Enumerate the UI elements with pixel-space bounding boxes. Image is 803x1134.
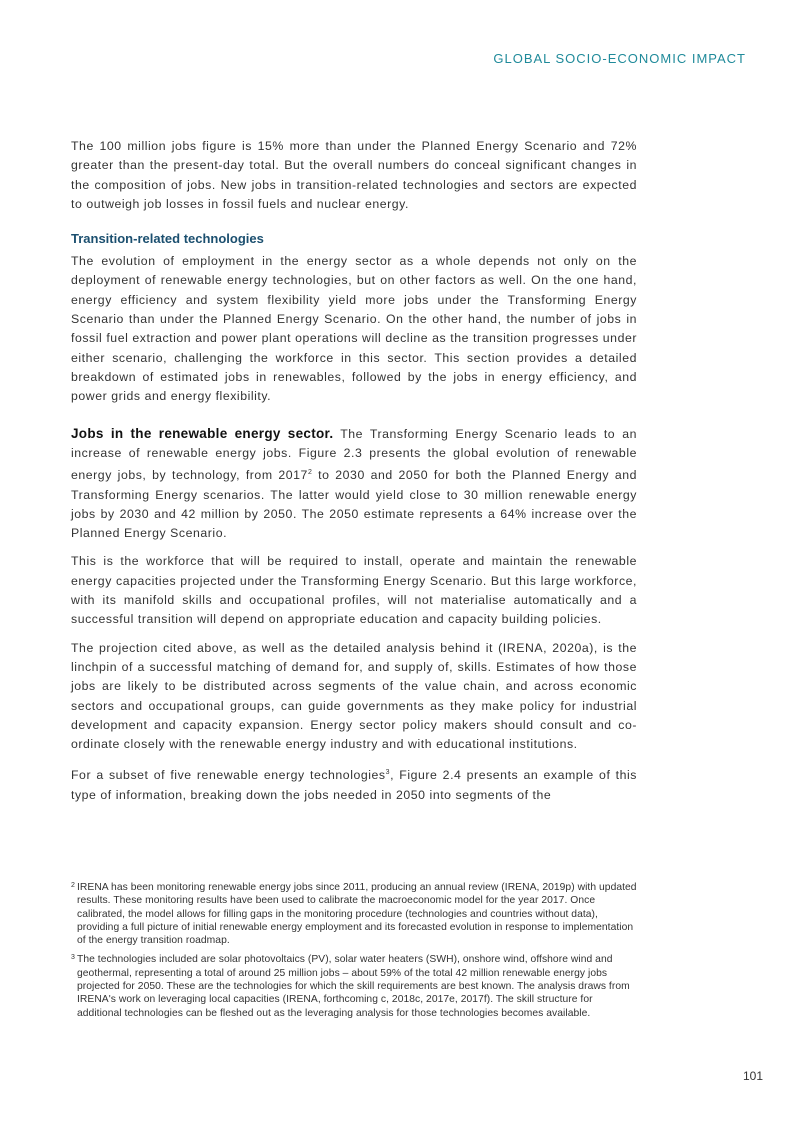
intro-paragraph: The 100 million jobs figure is 15% more than under the Planned Energy Scenario and 72% greater than the present-day total. But the overall numbers do conceal significant changes in the composition of jobs. New jobs in transition-related technologies and sectors are expected to outweigh job losses in fossil fuels and nuclear energy. — [71, 139, 637, 211]
section-heading: Transition-related technologies — [71, 231, 264, 247]
jobs-paragraph — [71, 424, 637, 544]
jobs-text-a: The Transforming Energy Scenario leads to an increase of renewable energy jobs. Figure 2.3 presents the global evolution of renewable energy jobs, by technology, from 2017 — [71, 426, 637, 483]
jobs-text-b: to 2030 and 2050 for both the Planned Energy and Transforming Energy scenarios. The latter would yield close to 30 million renewable energy jobs by 2030 and 42 million by 2050. The 2050 estimate represents a 64% increase over the Planned Energy Scenario. — [71, 468, 637, 541]
footnote-ref-2[interactable]: 2 — [307, 469, 313, 477]
footnote-mark: 3 — [71, 954, 75, 962]
subset-paragraph — [71, 763, 637, 805]
runin-heading: Jobs in the renewable energy sector. — [71, 425, 334, 441]
footnote — [71, 881, 637, 947]
workforce-paragraph: This is the workforce that will be required to install, operate and maintain the renewable energy capacities projected under the Transforming Energy Scenario. But this large workforce, with its manifold skills and occupational profiles, will not materialise automatically and a successful transition will depend on appropriate education and capacity building policies. — [71, 554, 637, 627]
footnote-text: IRENA has been monitoring renewable energy jobs since 2011, producing an annual review (IRENA, 2019p) with updated results. These monitoring results have been used to calibrate the macroeconomic model for the year 2017. Once calibrated, the model allows for filling gaps in the monitoring procedure (technologies and countries without data), providing a full picture of initial renewable energy employment and its forecasted evolution in response to implementation of the energy transition roadmap. — [77, 882, 637, 947]
projection-paragraph: The projection cited above, as well as the detailed analysis behind it (IRENA, 2020a), is the linchpin of a successful matching of demand for, and supply of, skills. Estimates of how those jobs are likely to be distributed across segments of the value chain, and across economic sectors and occupational groups, can guide governments as they make policy for industrial development and capacity expansion. Energy sector policy makers should consult and co-ordinate closely with the renewable energy industry and with educational institutions. — [71, 640, 637, 752]
footnotes — [71, 881, 637, 1026]
evolution-paragraph: The evolution of employment in the energy sector as a whole depends not only on the deployment of renewable energy technologies, but on other factors as well. On the one hand, energy efficiency and system flexibility yield more jobs under the Transforming Energy Scenario than under the Planned Energy Scenario. On the other hand, the number of jobs in fossil fuel extraction and power plant operations will decline as the transition progresses under either scenario, challenging the workforce in this sector. This section provides a detailed breakdown of estimated jobs in renewables, followed by the jobs in energy efficiency, and power grids and energy flexibility. — [71, 254, 637, 404]
footnote-mark: 2 — [71, 882, 75, 889]
subset-text-b: , Figure 2.4 presents an example of this type of information, breaking down the jobs needed in 2050 into segments of the — [71, 768, 637, 802]
running-header: GLOBAL SOCIO-ECONOMIC IMPACT — [493, 51, 746, 66]
footnote — [71, 953, 637, 1019]
footnote-text: The technologies included are solar photovoltaics (PV), solar water heaters (SWH), onshore wind, offshore wind and geothermal, representing a total of around 25 million jobs – about 59% of the total 42 million renewable energy jobs projected for 2050. These are the technologies for which the skill requirements are best known. The analysis draws from IRENA's work on leveraging local capacities (IRENA, forthcoming c, 2018c, 2017e, 2017f). The skill structure for additional technologies can be fleshed out as the leveraging analysis for those technologies becomes available. — [77, 954, 630, 1019]
main-text — [71, 137, 637, 814]
page-number: 101 — [742, 1069, 763, 1083]
footnote-ref-3[interactable]: 3 — [385, 769, 391, 777]
subset-text-a: For a subset of five renewable energy technologies — [71, 768, 386, 783]
